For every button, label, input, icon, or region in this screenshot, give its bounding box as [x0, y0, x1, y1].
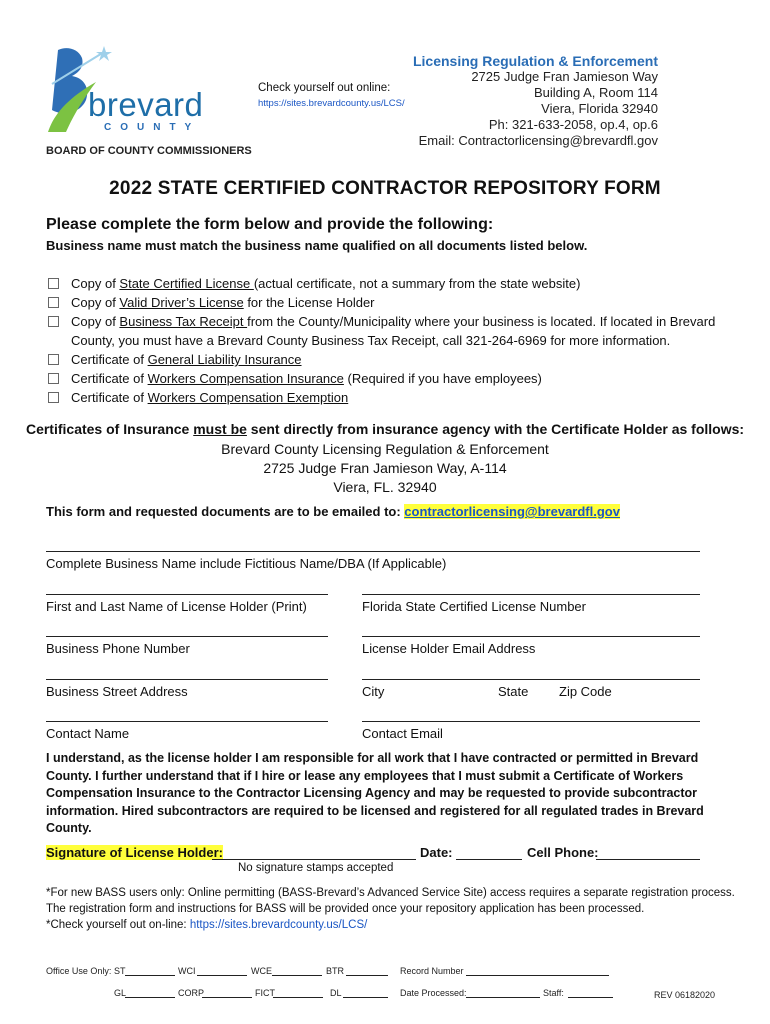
license-number-label: Florida State Certified License Number	[362, 599, 586, 614]
street-line[interactable]	[46, 679, 328, 680]
date-label: Date:	[420, 845, 453, 860]
no-stamps-note: No signature stamps accepted	[238, 862, 394, 874]
signature-line[interactable]	[212, 859, 416, 860]
city-label: City	[362, 684, 385, 699]
checkbox[interactable]	[48, 316, 59, 327]
office-dl: DL	[330, 988, 342, 998]
holder-email-line[interactable]	[362, 636, 700, 637]
office-staff: Staff:	[543, 988, 564, 998]
office-btr-line	[346, 975, 388, 976]
checklist-item: Certificate of Workers Compensation Insurance (Required if you have employees)	[46, 369, 726, 388]
office-st-line	[125, 975, 175, 976]
instructions-heading: Please complete the form below and provide the following:	[46, 216, 494, 233]
office-wci: WCI	[178, 966, 196, 976]
checklist-item: Certificate of Workers Compensation Exemption	[46, 388, 726, 407]
office-record: Record Number	[400, 966, 464, 976]
holder-name-line[interactable]	[46, 594, 328, 595]
office-record-line	[466, 975, 609, 976]
dept-email: Email: Contractorlicensing@brevardfl.gov	[418, 133, 658, 148]
state-label: State	[498, 684, 529, 699]
revision-label: REV 06182020	[654, 990, 716, 1000]
office-date-line	[466, 997, 540, 998]
office-corp-line	[202, 997, 252, 998]
office-gl-line	[125, 997, 175, 998]
office-fict-line	[273, 997, 323, 998]
cell-label: Cell Phone:	[527, 845, 599, 860]
office-date-processed: Date Processed:	[400, 988, 467, 998]
checkbox[interactable]	[48, 297, 59, 308]
license-number-line[interactable]	[362, 594, 700, 595]
zip-label: Zip Code	[559, 684, 612, 699]
contact-email-label: Contact Email	[362, 726, 443, 741]
checklist-item: Copy of Valid Driver’s License for the License Holder	[46, 293, 726, 312]
office-gl: GL	[114, 988, 127, 998]
office-corp: CORP	[178, 988, 205, 998]
checkbox[interactable]	[48, 354, 59, 365]
office-st: ST	[114, 966, 126, 976]
check-online-link[interactable]: https://sites.brevardcounty.us/LCS/	[258, 98, 405, 109]
checkbox[interactable]	[48, 392, 59, 403]
checklist-item: Copy of Business Tax Receipt from the County/Municipality where your business is located. If located in Brevard County, you must have a Brevard County Business Tax Receipt, call 321-264-6969 for more information.	[46, 312, 726, 350]
office-fict: FICT	[255, 988, 275, 998]
business-name-label: Complete Business Name include Fictitious Name/DBA (If Applicable)	[46, 556, 447, 571]
logo-county: COUNTY	[104, 122, 201, 133]
office-wce: WCE	[251, 966, 272, 976]
holder-name-label: First and Last Name of License Holder (Print)	[46, 599, 307, 614]
checkbox[interactable]	[48, 278, 59, 289]
cell-line[interactable]	[596, 859, 700, 860]
business-phone-line[interactable]	[46, 636, 328, 637]
dept-header	[413, 53, 658, 149]
dept-phone: Ph: 321-633-2058, op.4, op.6	[488, 117, 658, 132]
office-wci-line	[197, 975, 247, 976]
street-label: Business Street Address	[46, 684, 188, 699]
contact-name-line[interactable]	[46, 721, 328, 722]
business-name-line[interactable]	[46, 551, 700, 552]
city-state-zip-line[interactable]	[362, 679, 700, 680]
email-instruction: This form and requested documents are to be emailed to: contractorlicensing@brevardfl.gov	[46, 504, 620, 519]
logo-wordmark: brevard	[88, 86, 204, 123]
bass-note: *For new BASS users only: Online permitting (BASS-Brevard’s Advanced Service Site) access requires a separate registration process. The registration form and instructions for BASS will be provided once your repository application has been processed. *Check yourself out on-line: https://sites.brevardcounty.us/LCS/	[46, 887, 735, 931]
brevard-logo	[44, 44, 204, 144]
office-dl-line	[343, 997, 388, 998]
office-use-label: Office Use Only:	[46, 966, 112, 976]
checklist-item: Certificate of General Liability Insurance	[46, 350, 726, 369]
checkbox[interactable]	[48, 373, 59, 384]
dept-address-2: Building A, Room 114	[533, 85, 658, 100]
dept-title: Licensing Regulation & Enforcement	[412, 53, 658, 69]
cert-heading: Certificates of Insurance must be sent directly from insurance agency with the Certificate Holder as follows:	[25, 421, 745, 437]
dept-address-3: Viera, Florida 32940	[541, 101, 658, 116]
holder-statement: I understand, as the license holder I am responsible for all work that I have contracted or permitted in Brevard County. I further understand that if I hire or lease any employees that I must submit a Certificate of Workers Compensation Insurance to the Contractor Licensing Agency and may be requested to provide subcontractor information. Hired subcontractors are required to be licensed and registered for all regulated trades in Brevard County.	[46, 751, 704, 835]
check-online-label: Check yourself out online:	[258, 82, 391, 94]
bass-link[interactable]: https://sites.brevardcounty.us/LCS/	[189, 919, 368, 931]
document-checklist	[46, 274, 726, 407]
cert-address: Brevard County Licensing Regulation & Enforcement 2725 Judge Fran Jamieson Way, A-114 Viera, FL. 32940	[221, 441, 549, 495]
holder-email-label: License Holder Email Address	[362, 641, 536, 656]
instructions-sub: Business name must match the business name qualified on all documents listed below.	[46, 238, 588, 253]
dept-address-1: 2725 Judge Fran Jamieson Way	[471, 69, 658, 84]
signature-row	[46, 845, 223, 860]
board-label: BOARD OF COUNTY COMMISSIONERS	[46, 145, 252, 157]
contact-name-label: Contact Name	[46, 726, 130, 741]
office-staff-line	[568, 997, 613, 998]
contact-email-line[interactable]	[362, 721, 700, 722]
signature-label: Signature of License Holder:	[46, 845, 223, 860]
date-line[interactable]	[456, 859, 522, 860]
business-phone-label: Business Phone Number	[46, 641, 190, 656]
office-btr: BTR	[326, 966, 344, 976]
form-title: 2022 STATE CERTIFIED CONTRACTOR REPOSITORY FORM	[109, 178, 661, 199]
email-link[interactable]: contractorlicensing@brevardfl.gov	[404, 504, 620, 519]
office-wce-line	[272, 975, 322, 976]
checklist-item: Copy of State Certified License (actual certificate, not a summary from the state website)	[46, 274, 726, 293]
